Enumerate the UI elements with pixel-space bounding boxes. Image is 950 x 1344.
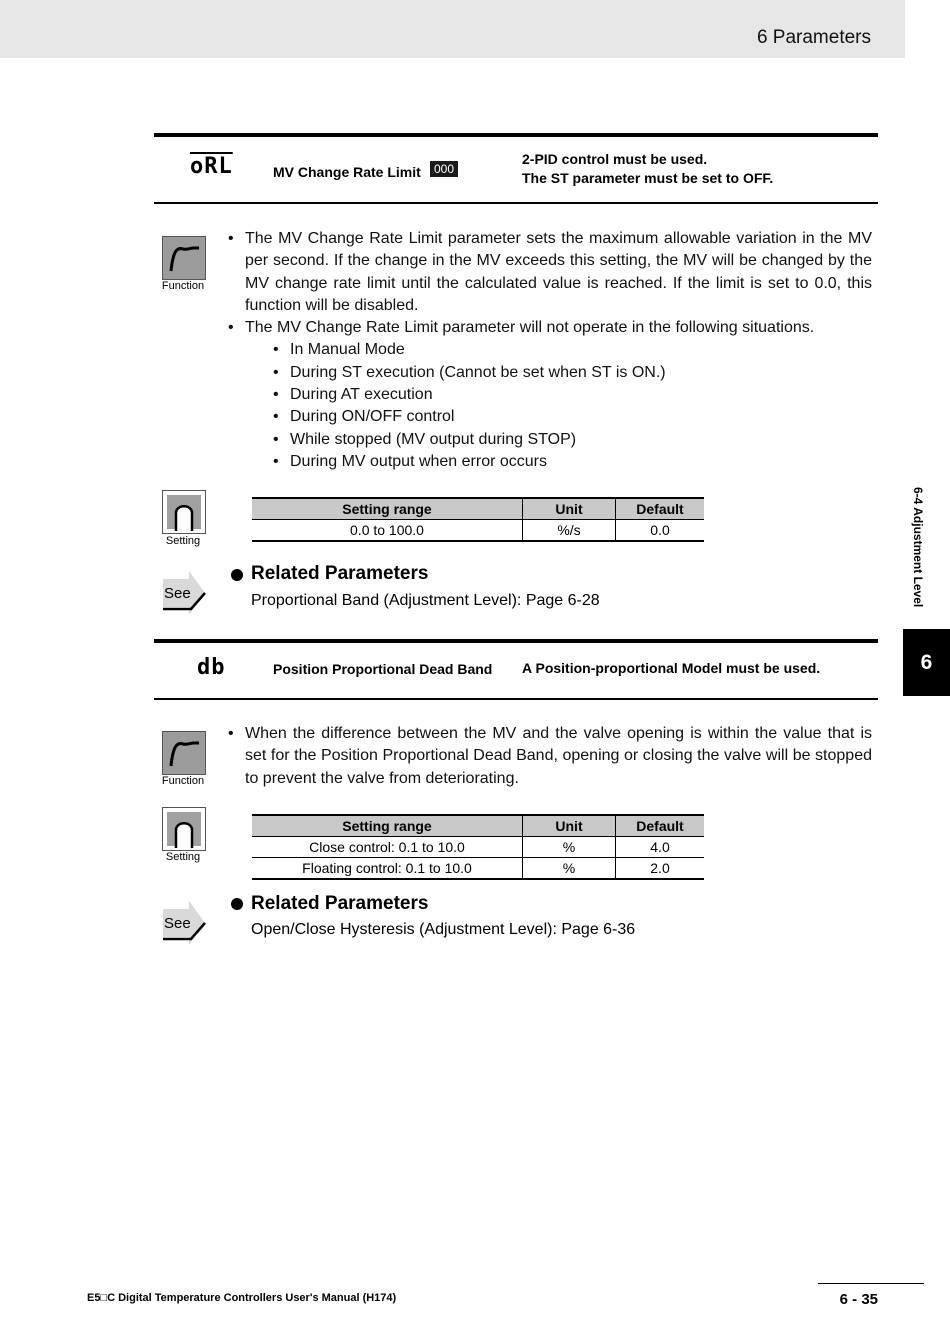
table-cell: Floating control: 0.1 to 10.0 bbox=[252, 858, 523, 880]
level-badge: 000 bbox=[430, 161, 458, 177]
setting-icon bbox=[162, 490, 206, 534]
table-cell: 0.0 to 100.0 bbox=[252, 520, 523, 542]
chapter-title: 6 Parameters bbox=[756, 27, 871, 48]
function-bullet: • The MV Change Rate Limit parameter will not operate in the following situations. bbox=[228, 317, 872, 339]
section-top-rule bbox=[154, 133, 878, 137]
function-icon-label: Function bbox=[161, 775, 205, 787]
table-row bbox=[252, 520, 704, 542]
table-header: Default bbox=[616, 498, 705, 520]
setting-icon-label: Setting bbox=[165, 851, 201, 863]
table-cell: %/s bbox=[523, 520, 616, 542]
situation-list bbox=[273, 339, 872, 473]
table-header: Setting range bbox=[252, 815, 523, 837]
condition-line: 2-PID control must be used. bbox=[522, 151, 708, 167]
related-parameter-link[interactable]: Open/Close Hysteresis (Adjustment Level): Page 6-36 bbox=[251, 921, 636, 938]
parameter-name: MV Change Rate Limit bbox=[273, 164, 421, 180]
situation-item: • During AT execution bbox=[273, 384, 872, 406]
function-icon bbox=[162, 236, 206, 280]
function-icon bbox=[162, 731, 206, 775]
page-number: 6 - 35 bbox=[839, 1291, 878, 1308]
footer-manual-title: E5□C Digital Temperature Controllers User's Manual (H174) bbox=[87, 1292, 397, 1304]
parameter-conditions bbox=[522, 659, 820, 678]
see-label: See bbox=[164, 915, 191, 932]
section-header-bottom-rule bbox=[154, 698, 878, 700]
table-header: Setting range bbox=[252, 498, 523, 520]
section-header-bottom-rule bbox=[154, 202, 878, 204]
table-cell: % bbox=[523, 858, 616, 880]
situation-item: • While stopped (MV output during STOP) bbox=[273, 429, 872, 451]
chapter-tab: 6 bbox=[903, 629, 950, 696]
parameter-name: Position Proportional Dead Band bbox=[273, 661, 493, 677]
parameter-conditions bbox=[522, 150, 773, 188]
function-bullet: • The MV Change Rate Limit parameter sets the maximum allowable variation in the MV per second. If the change in the MV exceeds this setting, the MV will be changed by the MV change rate limit until the calculated value is reached. If the limit is set to 0.0, this function will be disabled. bbox=[228, 228, 872, 317]
table-row bbox=[252, 858, 704, 880]
function-description bbox=[228, 228, 872, 473]
related-bullet-icon bbox=[231, 569, 243, 581]
function-description bbox=[228, 723, 872, 790]
table-header: Default bbox=[616, 815, 705, 837]
table-cell: 2.0 bbox=[616, 858, 705, 880]
situation-item: • During ON/OFF control bbox=[273, 406, 872, 428]
related-parameters-heading: Related Parameters bbox=[251, 563, 429, 584]
function-icon-label: Function bbox=[161, 280, 205, 292]
related-parameters-heading: Related Parameters bbox=[251, 893, 429, 914]
setting-table bbox=[252, 814, 704, 880]
parameter-display-code: $\overline{oRL}$ bbox=[190, 154, 233, 179]
table-header: Unit bbox=[523, 815, 616, 837]
section-top-rule bbox=[154, 639, 878, 643]
parameter-display-code: db bbox=[197, 655, 226, 680]
situation-item: • During MV output when error occurs bbox=[273, 451, 872, 473]
side-section-label: 6-4 Adjustment Level bbox=[911, 487, 925, 608]
related-bullet-icon bbox=[231, 898, 243, 910]
condition-line: A Position-proportional Model must be used. bbox=[522, 660, 821, 676]
footer-rule bbox=[818, 1283, 924, 1284]
table-cell: 4.0 bbox=[616, 837, 705, 858]
setting-table bbox=[252, 497, 704, 542]
setting-icon bbox=[162, 807, 206, 851]
table-cell: 0.0 bbox=[616, 520, 705, 542]
table-cell: % bbox=[523, 837, 616, 858]
related-parameter-link[interactable]: Proportional Band (Adjustment Level): Page 6-28 bbox=[251, 592, 600, 609]
function-bullet: • When the difference between the MV and the valve opening is within the value that is set for the Position Proportional Dead Band, opening or closing the valve will be stopped to prevent the valve from deteriorating. bbox=[228, 723, 872, 790]
table-header: Unit bbox=[523, 498, 616, 520]
situation-item: • In Manual Mode bbox=[273, 339, 872, 361]
table-row bbox=[252, 837, 704, 858]
setting-icon-label: Setting bbox=[165, 535, 201, 547]
condition-line: The ST parameter must be set to OFF. bbox=[522, 170, 774, 186]
situation-item: • During ST execution (Cannot be set when ST is ON.) bbox=[273, 362, 872, 384]
table-cell: Close control: 0.1 to 10.0 bbox=[252, 837, 523, 858]
see-label: See bbox=[164, 585, 191, 602]
